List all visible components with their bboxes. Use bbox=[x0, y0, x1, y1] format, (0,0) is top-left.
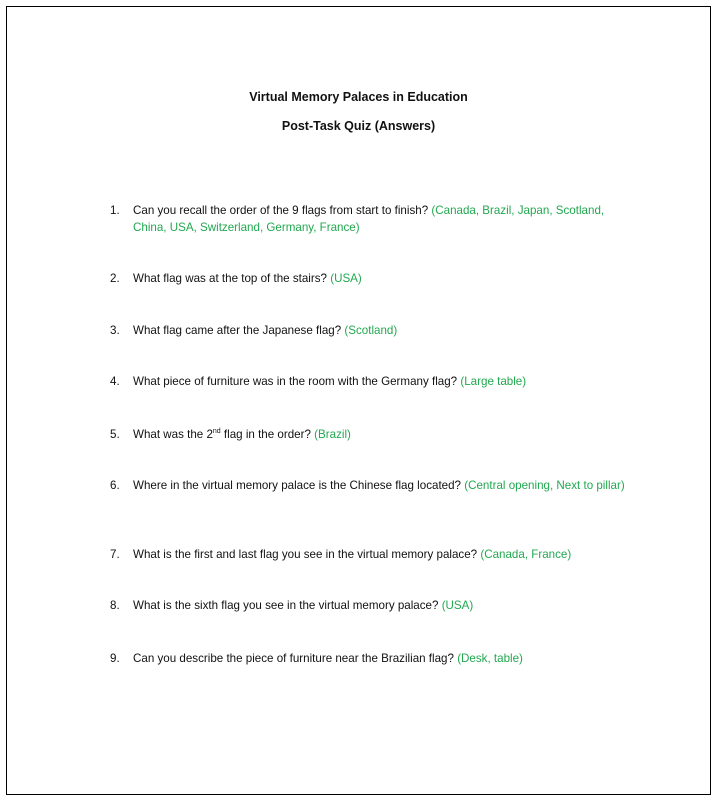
question-number: 7. bbox=[110, 548, 120, 561]
question-item-7 bbox=[110, 546, 630, 563]
question-number: 2. bbox=[110, 272, 120, 285]
question-number: 8. bbox=[110, 599, 120, 612]
question-number: 9. bbox=[110, 652, 120, 665]
answer-text: (Central opening, Next to pillar) bbox=[464, 479, 625, 492]
question-text: What is the first and last flag you see in the virtual memory palace? bbox=[133, 548, 478, 561]
answer-text: (Canada, France) bbox=[480, 548, 572, 561]
document-page bbox=[6, 6, 711, 795]
answer-text: (USA) bbox=[330, 272, 362, 285]
question-text: Where in the virtual memory palace is the Chinese flag located? bbox=[133, 479, 462, 492]
question-text: What flag came after the Japanese flag? bbox=[133, 324, 342, 337]
question-item-6 bbox=[110, 477, 630, 494]
answer-text: (Canada, Brazil, Japan, Scotland, China, USA, Switzerland, Germany, France) bbox=[133, 204, 605, 234]
question-item-2 bbox=[110, 270, 630, 287]
question-number: 1. bbox=[110, 204, 120, 217]
question-number: 5. bbox=[110, 428, 120, 441]
question-item-4 bbox=[110, 373, 630, 390]
question-item-1 bbox=[110, 202, 630, 236]
document-subtitle: Post-Task Quiz (Answers) bbox=[281, 119, 436, 133]
ordinal-suffix: nd bbox=[212, 428, 221, 436]
answer-text: (Desk, table) bbox=[457, 652, 523, 665]
question-text-part: flag in the order? bbox=[220, 428, 311, 441]
question-number: 6. bbox=[110, 479, 120, 492]
question-text: What flag was at the top of the stairs? bbox=[133, 272, 327, 285]
answer-text: (USA) bbox=[441, 599, 474, 612]
question-text: Can you recall the order of the 9 flags from start to finish? bbox=[133, 204, 429, 217]
question-item-3 bbox=[110, 322, 630, 339]
question-text: What is the sixth flag you see in the virtual memory palace? bbox=[133, 599, 439, 612]
answer-text: (Brazil) bbox=[314, 428, 351, 441]
answer-text: (Scotland) bbox=[344, 324, 398, 337]
question-text: What piece of furniture was in the room with the Germany flag? bbox=[133, 375, 458, 388]
question-text-part: What was the 2 bbox=[133, 428, 213, 441]
question-number: 4. bbox=[110, 375, 120, 388]
question-text bbox=[133, 428, 311, 441]
document-title: Virtual Memory Palaces in Education bbox=[249, 90, 468, 104]
answer-text: (Large table) bbox=[460, 375, 527, 388]
question-text: Can you describe the piece of furniture near the Brazilian flag? bbox=[133, 652, 454, 665]
question-number: 3. bbox=[110, 324, 120, 337]
question-item-9 bbox=[110, 650, 630, 667]
question-item-5 bbox=[110, 426, 630, 443]
question-item-8 bbox=[110, 597, 630, 614]
